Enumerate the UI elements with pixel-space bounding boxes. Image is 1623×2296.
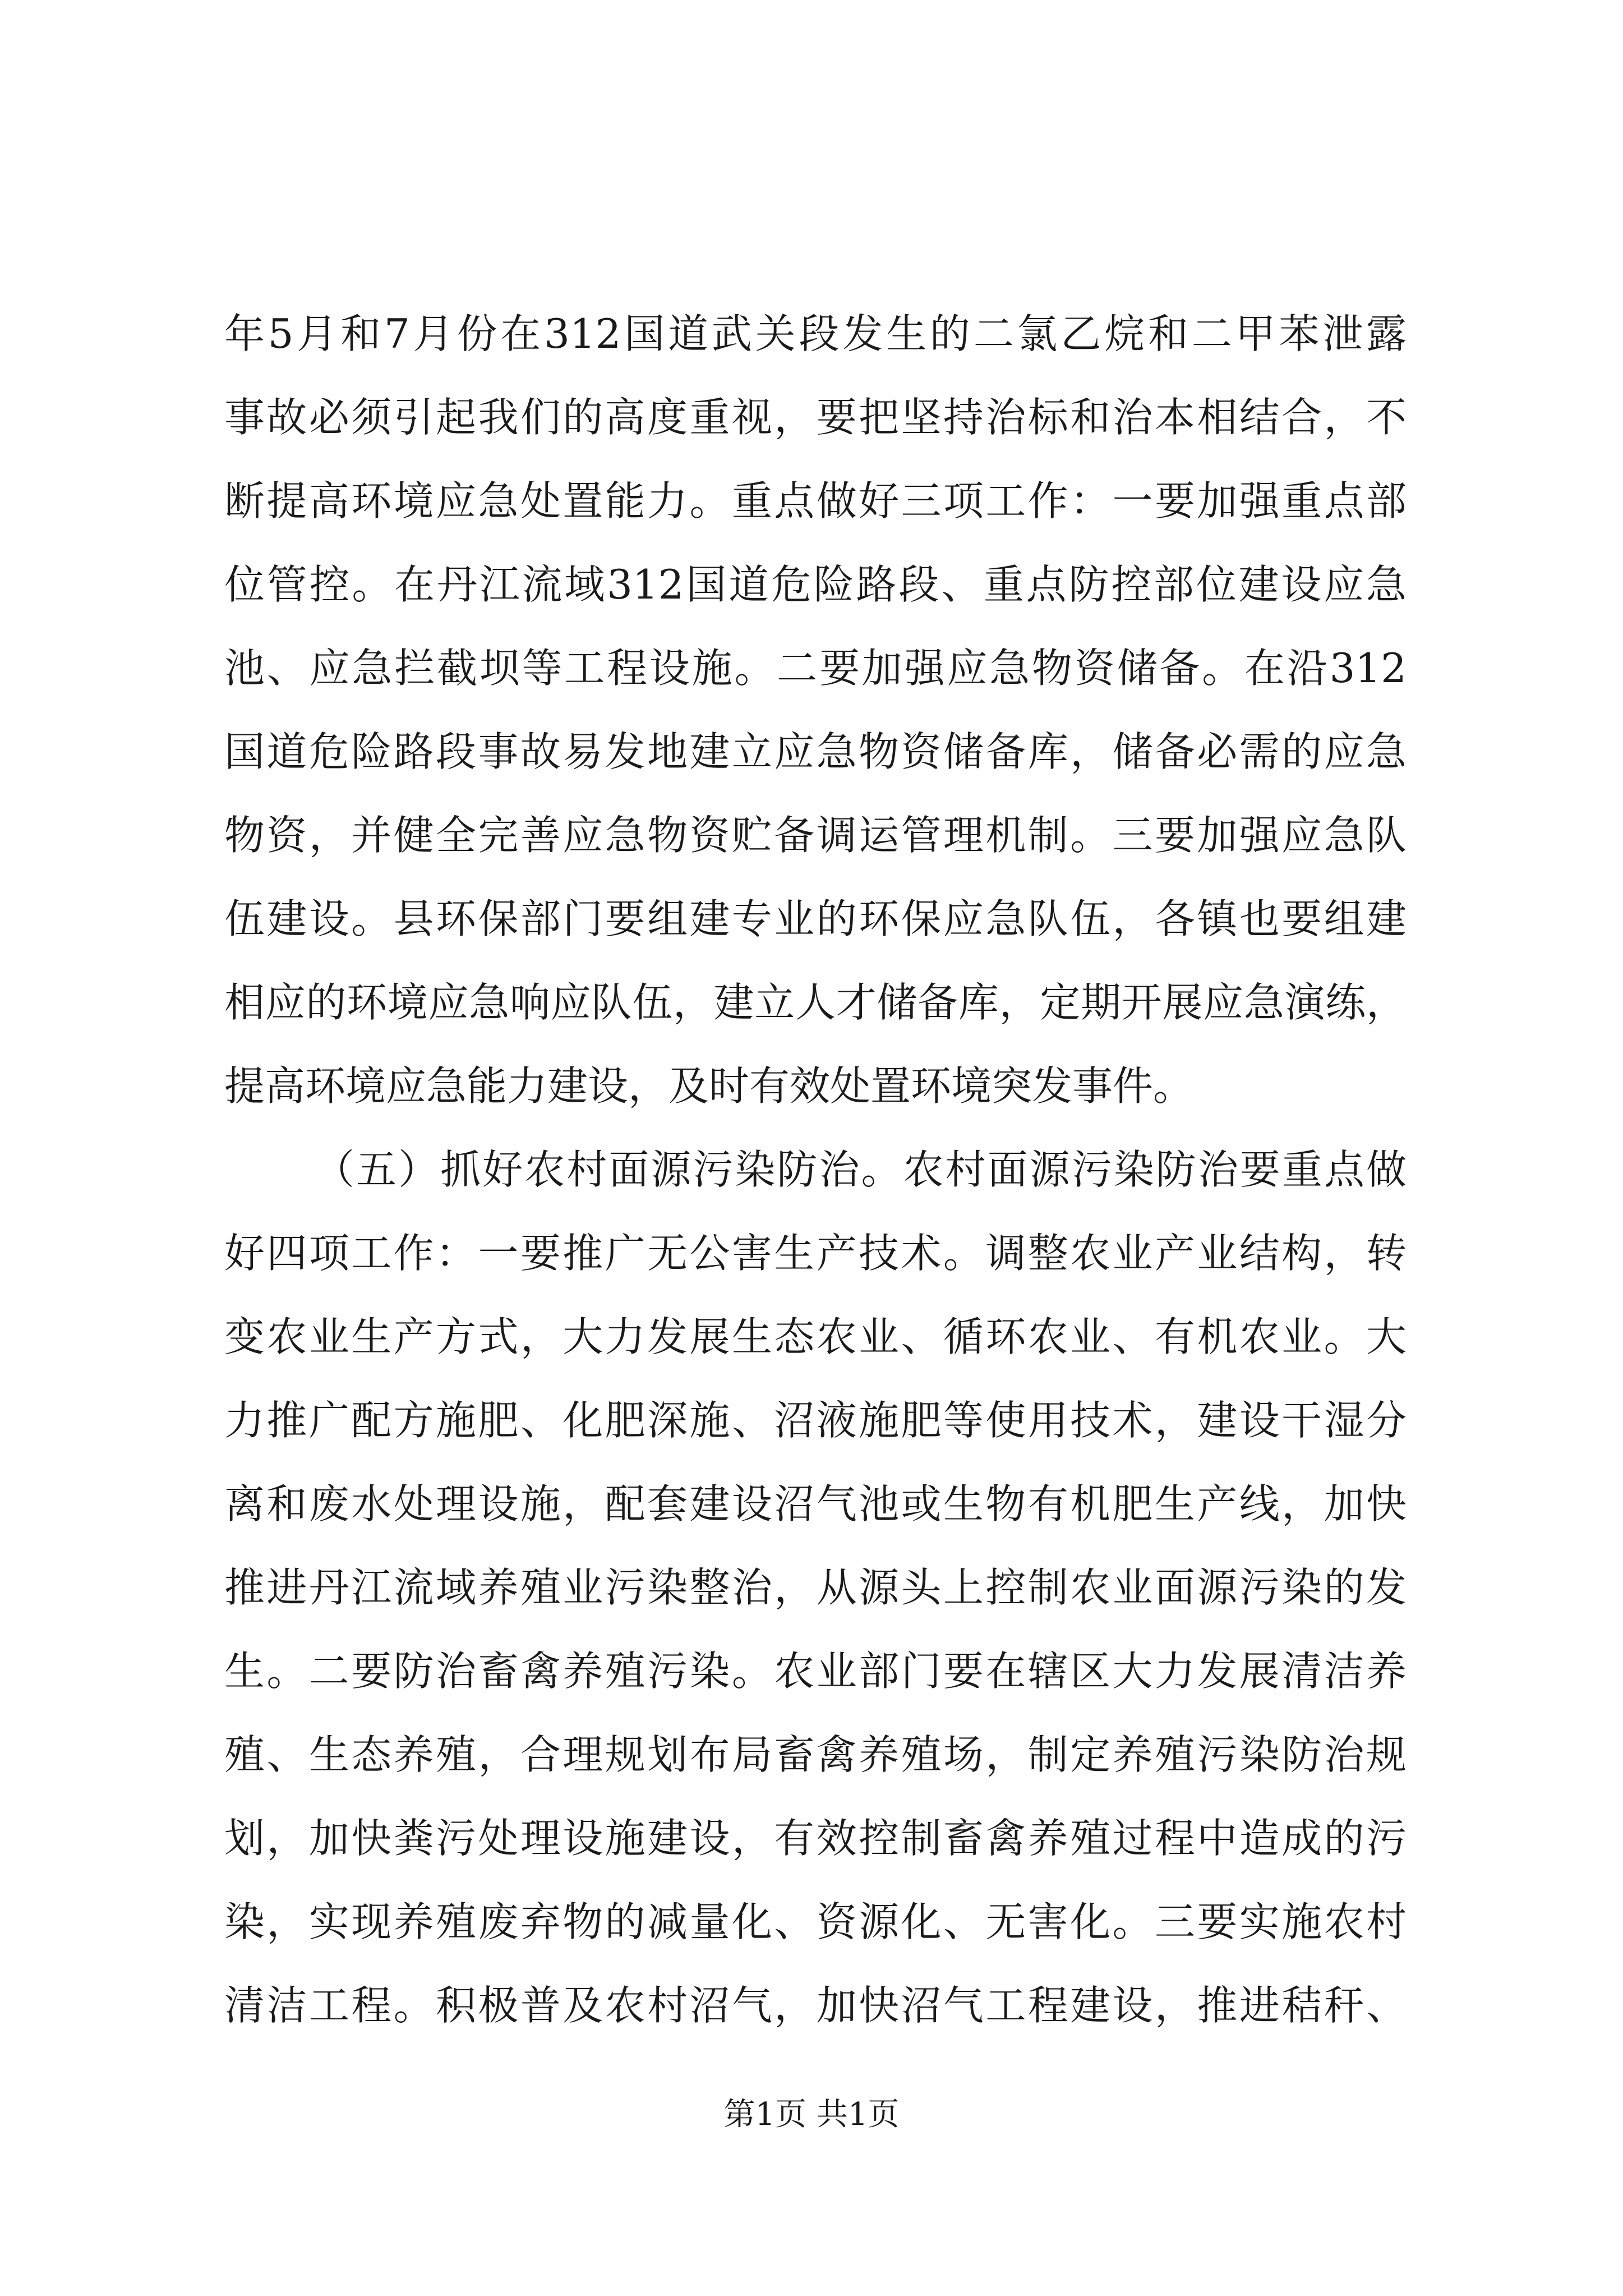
text-line: 相应的环境应急响应队伍，建立人才储备库，定期开展应急演练，: [224, 979, 1407, 1026]
text-line: 生。二要防治畜禽养殖污染。农业部门要在辖区大力发展清洁养: [224, 1648, 1407, 1695]
text-line: 断提高环境应急处置能力。重点做好三项工作：一要加强重点部: [224, 477, 1407, 524]
text-line: 划，加快粪污处理设施建设，有效控制畜禽养殖过程中造成的污: [224, 1815, 1407, 1862]
text-line: 伍建设。县环保部门要组建专业的环保应急队伍，各镇也要组建: [224, 895, 1407, 942]
text-line: 离和废水处理设施，配套建设沼气池或生物有机肥生产线，加快: [224, 1480, 1407, 1527]
text-line: 力推广配方施肥、化肥深施、沼液施肥等使用技术，建设干湿分: [224, 1397, 1407, 1444]
text-line: 池、应急拦截坝等工程设施。二要加强应急物资储备。在沿312: [224, 645, 1407, 692]
text-line: 变农业生产方式，大力发展生态农业、循环农业、有机农业。大: [224, 1313, 1407, 1360]
text-line: 年5月和7月份在312国道武关段发生的二氯乙烷和二甲苯泄露: [224, 310, 1407, 357]
page-footer: 第1页 共1页: [723, 2096, 900, 2133]
text-line: 好四项工作：一要推广无公害生产技术。调整农业产业结构，转: [224, 1230, 1407, 1277]
text-line: 提高环境应急能力建设，及时有效处置环境突发事件。: [224, 1062, 1194, 1110]
text-line: 清洁工程。积极普及农村沼气，加快沼气工程建设，推进秸秆、: [224, 1982, 1407, 2029]
section-heading-line: （五）抓好农村面源污染防治。农村面源污染防治要重点做: [314, 1146, 1407, 1193]
text-line: 推进丹江流域养殖业污染整治，从源头上控制农业面源污染的发: [224, 1564, 1407, 1611]
text-line: 物资，并健全完善应急物资贮备调运管理机制。三要加强应急队: [224, 812, 1407, 859]
text-line: 染，实现养殖废弃物的减量化、资源化、无害化。三要实施农村: [224, 1898, 1407, 1945]
text-line: 殖、生态养殖，合理规划布局畜禽养殖场，制定养殖污染防治规: [224, 1731, 1407, 1778]
text-line: 事故必须引起我们的高度重视，要把坚持治标和治本相结合，不: [224, 394, 1407, 441]
text-line: 国道危险路段事故易发地建立应急物资储备库，储备必需的应急: [224, 728, 1407, 775]
text-line: 位管控。在丹江流域312国道危险路段、重点防控部位建设应急: [224, 561, 1407, 608]
